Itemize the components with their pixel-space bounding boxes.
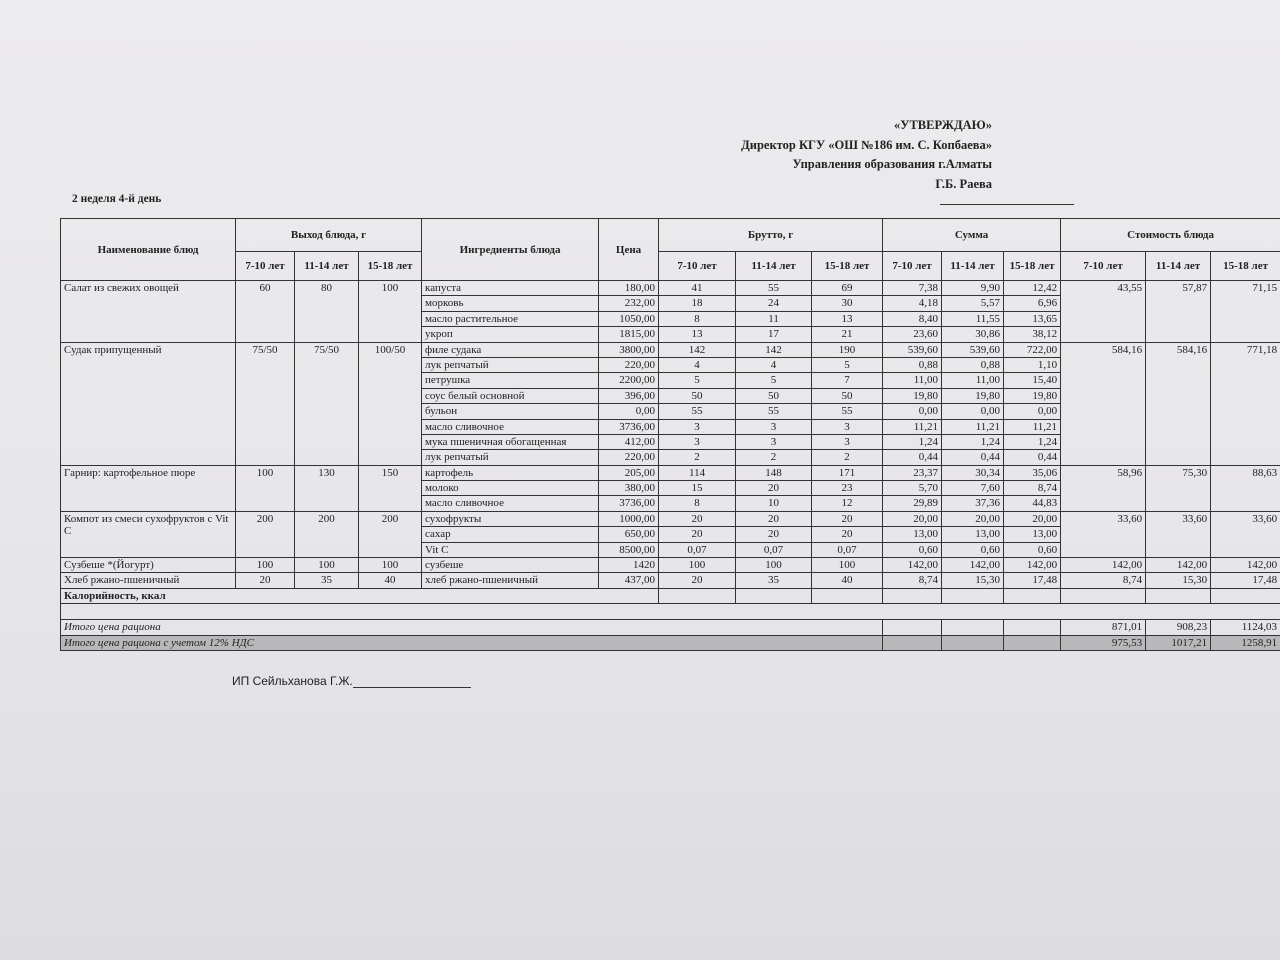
ingredient-brutto: 10 xyxy=(736,496,812,511)
ingredient-sum: 0,88 xyxy=(883,357,942,372)
dish-cost: 584,16 xyxy=(1146,342,1211,465)
header-age: 11-14 лет xyxy=(295,252,359,281)
ingredient-sum: 30,34 xyxy=(942,465,1004,480)
ingredient-sum: 539,60 xyxy=(883,342,942,357)
menu-table-body xyxy=(61,281,1280,651)
ingredient-sum: 20,00 xyxy=(942,511,1004,526)
ingredient-sum: 29,89 xyxy=(883,496,942,511)
ingredient-name: масло растительное xyxy=(422,311,599,326)
ingredient-sum: 44,83 xyxy=(1004,496,1061,511)
ingredient-sum: 142,00 xyxy=(1004,558,1061,573)
dish-cost: 15,30 xyxy=(1146,573,1211,588)
dish-cost: 142,00 xyxy=(1211,558,1280,573)
ingredient-brutto: 40 xyxy=(812,573,883,588)
empty-cell xyxy=(942,635,1004,650)
ingredient-brutto: 2 xyxy=(736,450,812,465)
ingredient-brutto: 55 xyxy=(736,281,812,296)
ingredient-name: сахар xyxy=(422,527,599,542)
ingredient-sum: 17,48 xyxy=(1004,573,1061,588)
ingredient-brutto: 50 xyxy=(736,388,812,403)
ingredient-sum: 1,24 xyxy=(1004,434,1061,449)
ingredient-brutto: 5 xyxy=(812,357,883,372)
ingredient-brutto: 50 xyxy=(812,388,883,403)
ingredient-price: 3736,00 xyxy=(599,496,659,511)
table-row xyxy=(61,465,1280,480)
ingredient-brutto: 0,07 xyxy=(659,542,736,557)
total-label: Итого цена рациона xyxy=(61,620,883,635)
ingredient-name: масло сливочное xyxy=(422,496,599,511)
empty-cell xyxy=(942,588,1004,603)
dish-output: 200 xyxy=(295,511,359,557)
ingredient-brutto: 100 xyxy=(659,558,736,573)
ingredient-price: 1050,00 xyxy=(599,311,659,326)
ingredient-brutto: 24 xyxy=(736,296,812,311)
ingredient-brutto: 114 xyxy=(659,465,736,480)
ingredient-sum: 38,12 xyxy=(1004,327,1061,342)
ingredient-price: 8500,00 xyxy=(599,542,659,557)
header-dish: Наименование блюд xyxy=(61,219,236,281)
ingredient-name: петрушка xyxy=(422,373,599,388)
ingredient-brutto: 18 xyxy=(659,296,736,311)
ingredient-brutto: 20 xyxy=(812,527,883,542)
ingredient-name: картофель xyxy=(422,465,599,480)
ingredient-sum: 7,38 xyxy=(883,281,942,296)
dish-output: 80 xyxy=(295,281,359,343)
week-day-label: 2 неделя 4-й день xyxy=(72,193,162,205)
total-label: Итого цена рациона с учетом 12% НДС xyxy=(61,635,883,650)
dish-output: 40 xyxy=(359,573,422,588)
header-sum: Сумма xyxy=(883,219,1061,252)
ingredient-brutto: 3 xyxy=(659,419,736,434)
approval-department: Управления образования г.Алматы xyxy=(792,157,992,171)
total-value: 908,23 xyxy=(1146,620,1211,635)
ingredient-sum: 0,44 xyxy=(1004,450,1061,465)
ingredient-sum: 19,80 xyxy=(883,388,942,403)
empty-cell xyxy=(1146,588,1211,603)
dish-output: 20 xyxy=(236,573,295,588)
approval-name: Г.Б. Раева xyxy=(935,176,992,191)
ingredient-sum: 13,00 xyxy=(942,527,1004,542)
ingredient-sum: 1,24 xyxy=(942,434,1004,449)
ingredient-sum: 20,00 xyxy=(883,511,942,526)
dish-name: Сузбеше *(Йогурт) xyxy=(61,558,236,573)
ingredient-sum: 0,00 xyxy=(1004,404,1061,419)
ingredient-brutto: 23 xyxy=(812,481,883,496)
ingredient-sum: 0,60 xyxy=(942,542,1004,557)
dish-cost: 57,87 xyxy=(1146,281,1211,343)
ingredient-sum: 539,60 xyxy=(942,342,1004,357)
ingredient-sum: 13,00 xyxy=(1004,527,1061,542)
ingredient-brutto: 3 xyxy=(736,434,812,449)
ingredient-brutto: 55 xyxy=(736,404,812,419)
ingredient-sum: 30,86 xyxy=(942,327,1004,342)
ingredient-brutto: 55 xyxy=(812,404,883,419)
dish-output: 100 xyxy=(236,558,295,573)
ingredient-sum: 15,40 xyxy=(1004,373,1061,388)
ingredient-brutto: 100 xyxy=(812,558,883,573)
dish-output: 200 xyxy=(359,511,422,557)
header-age: 15-18 лет xyxy=(812,252,883,281)
ingredient-brutto: 35 xyxy=(736,573,812,588)
dish-output: 75/50 xyxy=(295,342,359,465)
header-age: 15-18 лет xyxy=(1004,252,1061,281)
total-value: 1017,21 xyxy=(1146,635,1211,650)
dish-output: 100 xyxy=(295,558,359,573)
table-row xyxy=(61,342,1280,357)
empty-cell xyxy=(883,635,942,650)
dish-output: 75/50 xyxy=(236,342,295,465)
header-cost: Стоимость блюда xyxy=(1061,219,1280,252)
ingredient-brutto: 7 xyxy=(812,373,883,388)
ingredient-brutto: 15 xyxy=(659,481,736,496)
empty-cell xyxy=(1004,635,1061,650)
ingredient-brutto: 8 xyxy=(659,496,736,511)
ingredient-brutto: 190 xyxy=(812,342,883,357)
ingredient-sum: 5,57 xyxy=(942,296,1004,311)
ingredient-sum: 11,00 xyxy=(883,373,942,388)
dish-cost: 142,00 xyxy=(1061,558,1146,573)
supplier-name: ИП Сейльханова Г.Ж. xyxy=(232,674,353,688)
empty-cell xyxy=(1211,588,1280,603)
dish-name: Хлеб ржано-пшеничный xyxy=(61,573,236,588)
ingredient-price: 220,00 xyxy=(599,357,659,372)
dish-output: 100 xyxy=(359,558,422,573)
ingredient-brutto: 13 xyxy=(659,327,736,342)
ingredient-sum: 7,60 xyxy=(942,481,1004,496)
calories-label: Калорийность, ккал xyxy=(61,588,659,603)
ingredient-brutto: 4 xyxy=(736,357,812,372)
ingredient-brutto: 12 xyxy=(812,496,883,511)
dish-cost: 584,16 xyxy=(1061,342,1146,465)
dish-cost: 142,00 xyxy=(1146,558,1211,573)
ingredient-sum: 5,70 xyxy=(883,481,942,496)
ingredient-brutto: 69 xyxy=(812,281,883,296)
ingredient-price: 650,00 xyxy=(599,527,659,542)
ingredient-sum: 8,74 xyxy=(883,573,942,588)
ingredient-sum: 0,60 xyxy=(1004,542,1061,557)
ingredient-brutto: 13 xyxy=(812,311,883,326)
ingredient-name: молоко xyxy=(422,481,599,496)
ingredient-name: сузбеше xyxy=(422,558,599,573)
ingredient-brutto: 2 xyxy=(659,450,736,465)
ingredient-brutto: 20 xyxy=(736,527,812,542)
ingredient-brutto: 142 xyxy=(736,342,812,357)
ingredient-price: 437,00 xyxy=(599,573,659,588)
ingredient-sum: 35,06 xyxy=(1004,465,1061,480)
total-value: 871,01 xyxy=(1061,620,1146,635)
ingredient-name: бульон xyxy=(422,404,599,419)
ingredient-price: 0,00 xyxy=(599,404,659,419)
ingredient-price: 1815,00 xyxy=(599,327,659,342)
dish-output: 130 xyxy=(295,465,359,511)
ingredient-brutto: 0,07 xyxy=(736,542,812,557)
ingredient-brutto: 5 xyxy=(736,373,812,388)
ingredient-sum: 142,00 xyxy=(883,558,942,573)
ingredient-price: 1420 xyxy=(599,558,659,573)
ingredient-brutto: 41 xyxy=(659,281,736,296)
header-age: 7-10 лет xyxy=(1061,252,1146,281)
dish-output: 100 xyxy=(236,465,295,511)
dish-name: Компот из смеси сухофруктов с Vit C xyxy=(61,511,236,557)
dish-name: Салат из свежих овощей xyxy=(61,281,236,343)
ingredient-name: морковь xyxy=(422,296,599,311)
dish-cost: 71,15 xyxy=(1211,281,1280,343)
header-age: 15-18 лет xyxy=(1211,252,1280,281)
calories-row xyxy=(61,588,1280,603)
ingredient-brutto: 20 xyxy=(812,511,883,526)
dish-cost: 75,30 xyxy=(1146,465,1211,511)
ingredient-brutto: 5 xyxy=(659,373,736,388)
header-ingredients: Ингредиенты блюда xyxy=(422,219,599,281)
ingredient-price: 232,00 xyxy=(599,296,659,311)
ingredient-brutto: 142 xyxy=(659,342,736,357)
ingredient-price: 1000,00 xyxy=(599,511,659,526)
ingredient-price: 396,00 xyxy=(599,388,659,403)
empty-cell xyxy=(883,620,942,635)
ingredient-sum: 4,18 xyxy=(883,296,942,311)
total-value: 1258,91 xyxy=(1211,635,1280,650)
ingredient-sum: 20,00 xyxy=(1004,511,1061,526)
ingredient-name: филе судака xyxy=(422,342,599,357)
ingredient-sum: 6,96 xyxy=(1004,296,1061,311)
ingredient-sum: 15,30 xyxy=(942,573,1004,588)
dish-cost: 33,60 xyxy=(1061,511,1146,557)
ingredient-name: соус белый основной xyxy=(422,388,599,403)
approval-director: Директор КГУ «ОШ №186 им. С. Копбаева» xyxy=(741,137,992,152)
ingredient-sum: 23,60 xyxy=(883,327,942,342)
ingredient-sum: 19,80 xyxy=(1004,388,1061,403)
table-row xyxy=(61,511,1280,526)
ingredient-brutto: 3 xyxy=(812,419,883,434)
ingredient-sum: 142,00 xyxy=(942,558,1004,573)
ingredient-price: 412,00 xyxy=(599,434,659,449)
dish-output: 150 xyxy=(359,465,422,511)
ingredient-brutto: 20 xyxy=(659,527,736,542)
ingredient-brutto: 20 xyxy=(736,481,812,496)
header-age: 11-14 лет xyxy=(1146,252,1211,281)
ingredient-sum: 11,21 xyxy=(883,419,942,434)
ingredient-brutto: 17 xyxy=(736,327,812,342)
ingredient-brutto: 50 xyxy=(659,388,736,403)
ingredient-sum: 0,88 xyxy=(942,357,1004,372)
ingredient-sum: 8,40 xyxy=(883,311,942,326)
dish-cost: 33,60 xyxy=(1211,511,1280,557)
header-output: Выход блюда, г xyxy=(236,219,422,252)
ingredient-price: 2200,00 xyxy=(599,373,659,388)
ingredient-sum: 0,00 xyxy=(942,404,1004,419)
ingredient-sum: 11,21 xyxy=(942,419,1004,434)
spacer-row xyxy=(61,604,1280,620)
empty-cell xyxy=(61,604,1280,620)
ingredient-name: капуста xyxy=(422,281,599,296)
ingredient-sum: 0,00 xyxy=(883,404,942,419)
header-age: 15-18 лет xyxy=(359,252,422,281)
empty-cell xyxy=(1061,588,1146,603)
ingredient-brutto: 20 xyxy=(659,573,736,588)
table-row xyxy=(61,281,1280,296)
ingredient-brutto: 148 xyxy=(736,465,812,480)
ingredient-brutto: 20 xyxy=(736,511,812,526)
ingredient-sum: 19,80 xyxy=(942,388,1004,403)
ingredient-sum: 13,00 xyxy=(883,527,942,542)
ingredient-sum: 9,90 xyxy=(942,281,1004,296)
ingredient-brutto: 3 xyxy=(736,419,812,434)
ingredient-brutto: 2 xyxy=(812,450,883,465)
total-row xyxy=(61,635,1280,650)
dish-cost: 43,55 xyxy=(1061,281,1146,343)
empty-cell xyxy=(736,588,812,603)
ingredient-price: 3800,00 xyxy=(599,342,659,357)
ingredient-sum: 23,37 xyxy=(883,465,942,480)
ingredient-sum: 11,21 xyxy=(1004,419,1061,434)
ingredient-name: мука пшеничная обогащенная xyxy=(422,434,599,449)
dish-cost: 58,96 xyxy=(1061,465,1146,511)
empty-cell xyxy=(942,620,1004,635)
ingredient-brutto: 8 xyxy=(659,311,736,326)
ingredient-brutto: 0,07 xyxy=(812,542,883,557)
ingredient-brutto: 21 xyxy=(812,327,883,342)
ingredient-brutto: 171 xyxy=(812,465,883,480)
ingredient-name: укроп xyxy=(422,327,599,342)
total-value: 1124,03 xyxy=(1211,620,1280,635)
table-row xyxy=(61,573,1280,588)
dish-name: Гарнир: картофельное пюре xyxy=(61,465,236,511)
ingredient-name: масло сливочное xyxy=(422,419,599,434)
ingredient-brutto: 30 xyxy=(812,296,883,311)
ingredient-brutto: 11 xyxy=(736,311,812,326)
ingredient-sum: 11,00 xyxy=(942,373,1004,388)
supplier-signature xyxy=(232,674,471,688)
ingredient-price: 3736,00 xyxy=(599,419,659,434)
ingredient-name: хлеб ржано-пшеничный xyxy=(422,573,599,588)
header-age: 7-10 лет xyxy=(659,252,736,281)
approval-title: «УТВЕРЖДАЮ» xyxy=(894,118,992,132)
empty-cell xyxy=(1004,588,1061,603)
ingredient-sum: 12,42 xyxy=(1004,281,1061,296)
header-brutto: Брутто, г xyxy=(659,219,883,252)
ingredient-price: 380,00 xyxy=(599,481,659,496)
approval-block xyxy=(741,116,992,194)
ingredient-sum: 722,00 xyxy=(1004,342,1061,357)
ingredient-sum: 1,10 xyxy=(1004,357,1061,372)
empty-cell xyxy=(1004,620,1061,635)
header-age: 7-10 лет xyxy=(883,252,942,281)
header-age: 11-14 лет xyxy=(736,252,812,281)
header-price: Цена xyxy=(599,219,659,281)
dish-output: 100 xyxy=(359,281,422,343)
ingredient-brutto: 3 xyxy=(659,434,736,449)
dish-name: Судак припущенный xyxy=(61,342,236,465)
empty-cell xyxy=(883,588,942,603)
ingredient-name: лук репчатый xyxy=(422,450,599,465)
signature-line xyxy=(353,687,471,688)
ingredient-brutto: 100 xyxy=(736,558,812,573)
ingredient-brutto: 55 xyxy=(659,404,736,419)
dish-cost: 17,48 xyxy=(1211,573,1280,588)
dish-cost: 33,60 xyxy=(1146,511,1211,557)
ingredient-sum: 1,24 xyxy=(883,434,942,449)
ingredient-brutto: 4 xyxy=(659,357,736,372)
ingredient-sum: 13,65 xyxy=(1004,311,1061,326)
ingredient-name: лук репчатый xyxy=(422,357,599,372)
dish-output: 60 xyxy=(236,281,295,343)
ingredient-sum: 37,36 xyxy=(942,496,1004,511)
approval-signature-line xyxy=(940,204,1074,205)
ingredient-sum: 0,60 xyxy=(883,542,942,557)
dish-cost: 8,74 xyxy=(1061,573,1146,588)
ingredient-sum: 8,74 xyxy=(1004,481,1061,496)
ingredient-name: Vit C xyxy=(422,542,599,557)
total-value: 975,53 xyxy=(1061,635,1146,650)
ingredient-brutto: 20 xyxy=(659,511,736,526)
ingredient-price: 205,00 xyxy=(599,465,659,480)
dish-output: 100/50 xyxy=(359,342,422,465)
ingredient-price: 180,00 xyxy=(599,281,659,296)
total-row xyxy=(61,620,1280,635)
empty-cell xyxy=(659,588,736,603)
empty-cell xyxy=(812,588,883,603)
header-age: 11-14 лет xyxy=(942,252,1004,281)
dish-output: 200 xyxy=(236,511,295,557)
header-age: 7-10 лет xyxy=(236,252,295,281)
dish-cost: 88,63 xyxy=(1211,465,1280,511)
ingredient-name: сухофрукты xyxy=(422,511,599,526)
ingredient-price: 220,00 xyxy=(599,450,659,465)
dish-cost: 771,18 xyxy=(1211,342,1280,465)
dish-output: 35 xyxy=(295,573,359,588)
table-row xyxy=(61,558,1280,573)
menu-table xyxy=(60,218,1280,651)
ingredient-sum: 0,44 xyxy=(883,450,942,465)
ingredient-sum: 0,44 xyxy=(942,450,1004,465)
ingredient-sum: 11,55 xyxy=(942,311,1004,326)
ingredient-brutto: 3 xyxy=(812,434,883,449)
